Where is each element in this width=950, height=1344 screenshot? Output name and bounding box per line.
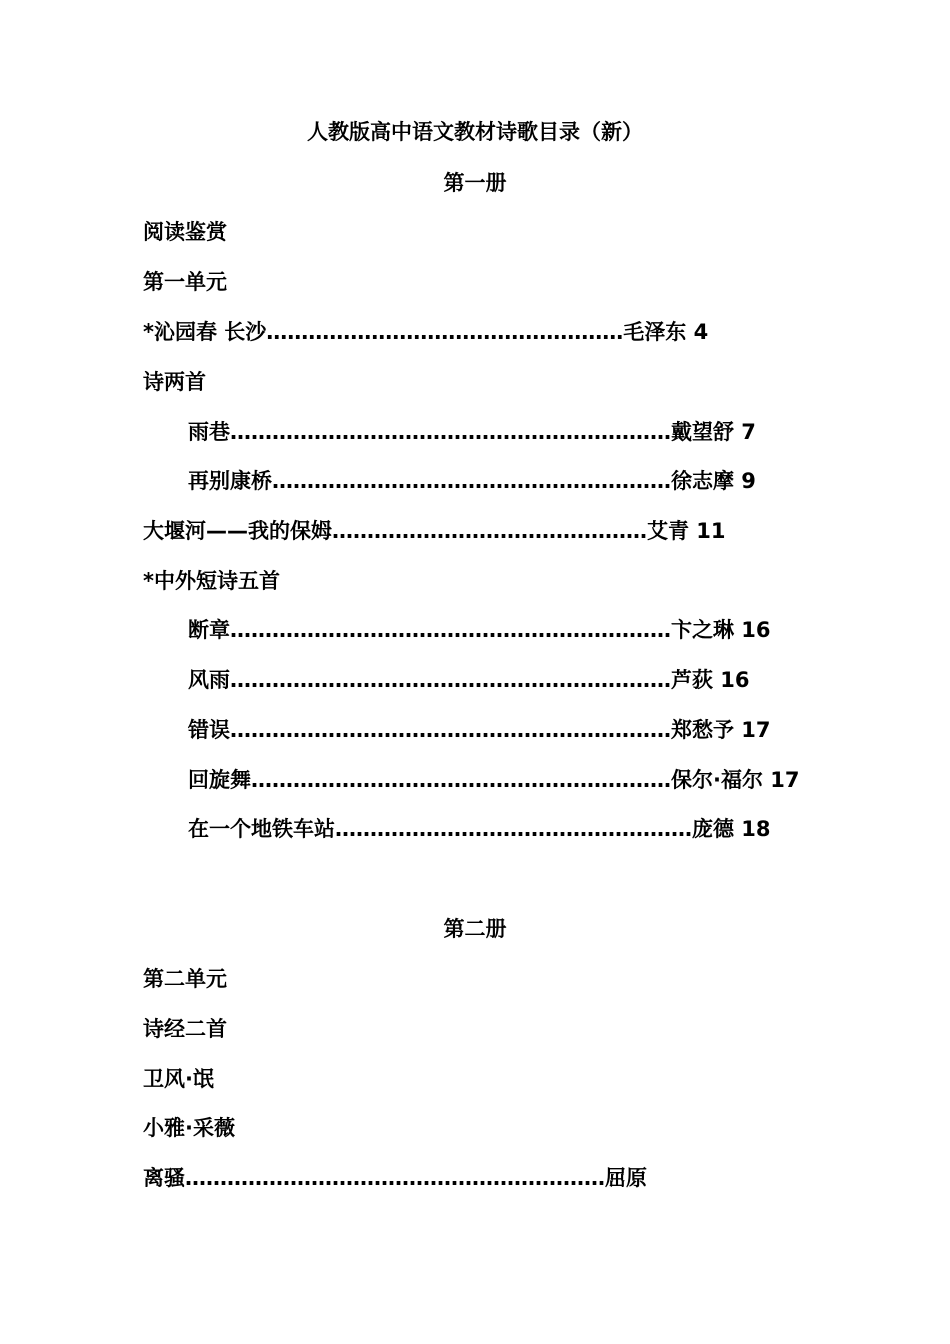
unit-heading: 第二单元 — [143, 967, 227, 991]
toc-entry: 雨巷………………………………………………………戴望舒 7 — [188, 420, 756, 444]
toc-entry: 离骚……………………………………………………屈原 — [143, 1166, 647, 1190]
toc-entry: 断章………………………………………………………卞之琳 16 — [188, 618, 771, 642]
toc-entry: 卫风·氓 — [143, 1067, 214, 1091]
toc-entry: 再别康桥…………………………………………………徐志摩 9 — [188, 469, 756, 493]
volume-1-heading: 第一册 — [443, 171, 507, 195]
group-heading: 诗两首 — [143, 370, 206, 394]
toc-entry: *沁园春 长沙……………………………………………毛泽东 4 — [143, 320, 709, 344]
toc-entry: 风雨………………………………………………………芦荻 16 — [188, 668, 750, 692]
toc-entry: 大堰河——我的保姆………………………………………艾青 11 — [143, 519, 726, 543]
unit-heading: 第一单元 — [143, 270, 227, 294]
toc-entry: 小雅·采薇 — [143, 1116, 235, 1140]
toc-entry: 在一个地铁车站……………………………………………庞德 18 — [188, 817, 771, 841]
document-title: 人教版高中语文教材诗歌目录（新） — [307, 120, 643, 144]
section-heading: 阅读鉴赏 — [143, 220, 227, 244]
group-heading: *中外短诗五首 — [143, 569, 280, 593]
volume-2-heading: 第二册 — [443, 917, 507, 941]
toc-entry: 回旋舞……………………………………………………保尔·福尔 17 — [188, 768, 800, 792]
group-heading: 诗经二首 — [143, 1017, 227, 1041]
toc-entry: 错误………………………………………………………郑愁予 17 — [188, 718, 771, 742]
